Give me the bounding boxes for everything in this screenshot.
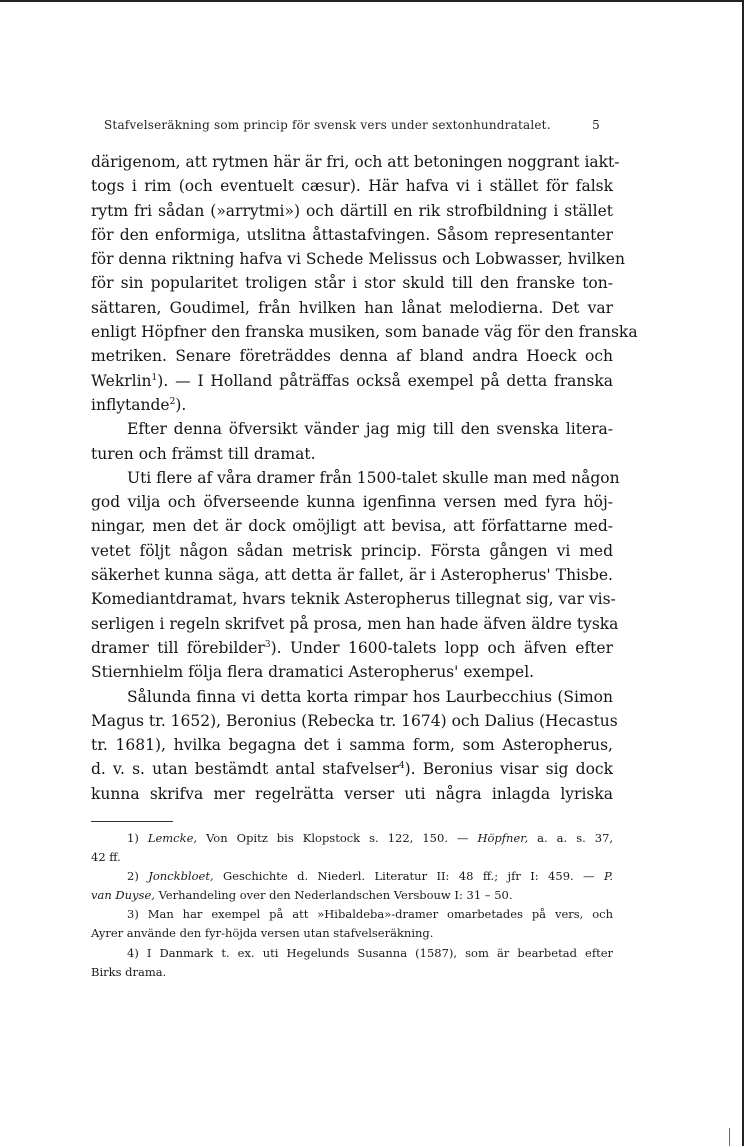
- page-number: 5: [592, 118, 600, 132]
- footnote-4-cont: Birks drama.: [91, 964, 167, 979]
- footnote-text: Von Opitz bis Klopstock s. 122, 150. —: [206, 831, 469, 845]
- text-fragment: ). — I Holland påträffas också exempel på detta franska: [157, 371, 613, 390]
- text-line: sättaren, Goudimel, från hvilken han lånat melodierna. Det var: [91, 298, 613, 317]
- text-fragment: ). Under 1600-talets lopp och äfven efter: [270, 638, 613, 657]
- text-line: kunna skrifva mer regelrätta verser uti några inlagda lyriska: [91, 784, 613, 803]
- text-line: [91, 757, 613, 781]
- text-line: Magus tr. 1652), Beronius (Rebecka tr. 1674) och Dalius (Hecastus: [91, 711, 618, 730]
- footnote-2-cont: [91, 886, 613, 905]
- footnote-number: 1): [127, 831, 139, 845]
- footnote-divider: [91, 821, 173, 822]
- footnote-number: 2): [127, 869, 139, 884]
- footnote-text: Geschichte d. Niederl. Literatur II: 48 ff.; jfr I: 459. —: [223, 869, 595, 884]
- text-line: Uti flere af våra dramer från 1500-talet skulle man med någon: [127, 468, 620, 487]
- footnote-author: van Duyse,: [91, 888, 155, 903]
- scan-edge-mark: [729, 1128, 730, 1146]
- text-fragment: dramer till förebilder: [91, 638, 265, 657]
- footnote-1-cont: 42 ff.: [91, 850, 121, 865]
- text-line: för den enformiga, utslitna åttastafvingen. Såsom representanter: [91, 225, 613, 244]
- footnote-author: Höpfner,: [477, 831, 529, 845]
- main-text: [91, 150, 638, 806]
- footnote-ref: 4: [398, 761, 405, 772]
- text-line: [91, 369, 613, 393]
- text-line: turen och främst till dramat.: [91, 444, 316, 463]
- text-line: för sin popularitet troligen står i stor skuld till den franske ton-: [91, 274, 613, 293]
- footnote-4: 4) I Danmark t. ex. uti Hegelunds Susanna (1587), som är bearbetad efter: [127, 945, 613, 960]
- footnotes: [91, 829, 613, 982]
- text-line: ningar, men det är dock omöjligt att bevisa, att författarne med-: [91, 517, 613, 536]
- text-line: Stiernhielm följa flera dramatici Asteropherus' exempel.: [91, 663, 535, 682]
- footnote-text: a. a. s. 37,: [537, 831, 614, 845]
- text-line: [91, 393, 613, 417]
- text-fragment: Wekrlin: [91, 371, 152, 390]
- text-line: därigenom, att rytmen här är fri, och att betoningen noggrant iakt-: [91, 153, 620, 171]
- text-line: rytm fri sådan (»arrytmi») och därtill en rik strofbildning i stället: [91, 201, 613, 220]
- text-line: enligt Höpfner den franska musiken, som banade väg för den franska: [91, 323, 638, 342]
- footnote-3: 3) Man har exempel på att »Hibaldeba»-dramer omarbetades på vers, och: [127, 907, 613, 922]
- running-header: [104, 118, 600, 132]
- text-line: Sålunda finna vi detta korta rimpar hos Laurbecchius (Simon: [127, 687, 613, 706]
- page-border-top: [0, 0, 744, 2]
- text-line: tr. 1681), hvilka begagna det i samma form, som Asteropherus,: [91, 736, 613, 755]
- text-fragment: inflytande: [91, 395, 170, 414]
- footnote-ref: 3: [264, 639, 271, 650]
- text-line: metriken. Senare företräddes denna af bland andra Hoeck och: [91, 347, 613, 366]
- text-line: vetet följt någon sådan metrisk princip. Första gången vi med: [91, 541, 613, 560]
- footnote-1: [91, 829, 613, 848]
- footnote-2: [91, 867, 613, 886]
- text-line: säkerhet kunna säga, att detta är fallet, är i Asteropherus' Thisbe.: [91, 566, 613, 585]
- running-title: Stafvelseräkning som princip för svensk vers under sextonhundratalet.: [104, 118, 551, 132]
- footnote-3-cont: Ayrer använde den fyr-höjda versen utan stafvelseräkning.: [91, 926, 434, 941]
- text-line: togs i rim (och eventuelt cæsur). Här hafva vi i stället för falsk: [91, 177, 613, 196]
- text-line: serligen i regeln skrifvet på prosa, men han hade äfven äldre tyska: [91, 614, 619, 633]
- footnote-ref: 1: [151, 372, 158, 383]
- text-line: god vilja och öfverseende kunna igenfinna versen med fyra höj-: [91, 493, 613, 512]
- footnote-author: Lemcke,: [147, 831, 198, 845]
- text-fragment: d. v. s. utan bestämdt antal stafvelser: [91, 760, 399, 779]
- text-line: för denna riktning hafva vi Schede Melissus och Lobwasser, hvilken: [91, 250, 625, 269]
- text-fragment: ). Beronius visar sig dock: [404, 760, 613, 779]
- text-line: [91, 636, 613, 660]
- footnote-author: Jonckbloet,: [148, 869, 214, 884]
- footnote-ref: 2: [169, 396, 176, 407]
- text-fragment: ).: [175, 395, 187, 414]
- text-line: Efter denna öfversikt vänder jag mig till den svenska litera-: [127, 420, 613, 439]
- text-line: Komediantdramat, hvars teknik Asteropherus tillegnat sig, var vis-: [91, 590, 616, 609]
- footnote-text: Verhandeling over den Nederlandschen Versbouw I: 31 – 50.: [158, 888, 513, 903]
- footnote-author: P.: [603, 869, 614, 884]
